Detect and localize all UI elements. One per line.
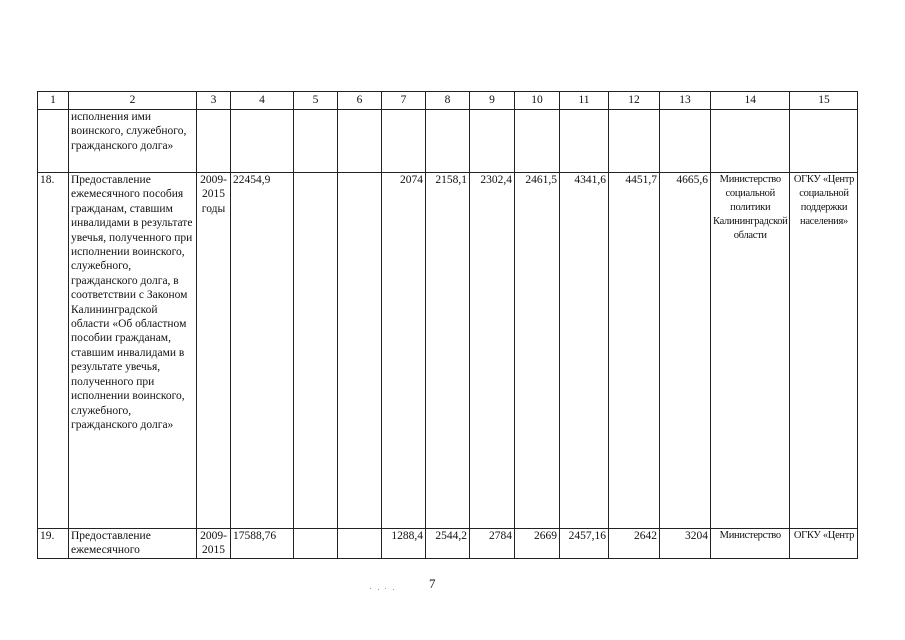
cell-c6 bbox=[338, 529, 382, 559]
cell-c5 bbox=[294, 173, 338, 529]
cell-c11 bbox=[560, 110, 609, 173]
header-cell: 10 bbox=[515, 92, 560, 110]
cell-executor: ОГКУ «Центр социальной поддержки населения» bbox=[790, 173, 858, 529]
cell-c11: 2457,16 bbox=[560, 529, 609, 559]
cell-num: 19. bbox=[38, 529, 69, 559]
header-cell: 2 bbox=[69, 92, 197, 110]
header-row bbox=[38, 92, 858, 110]
header-cell: 12 bbox=[609, 92, 660, 110]
header-cell: 11 bbox=[560, 92, 609, 110]
cell-total bbox=[231, 110, 294, 173]
cell-executor bbox=[790, 110, 858, 173]
header-cell: 6 bbox=[338, 92, 382, 110]
header-cell: 8 bbox=[426, 92, 470, 110]
cell-num bbox=[38, 110, 69, 173]
cell-executor: ОГКУ «Центр bbox=[790, 529, 858, 559]
cell-name: исполнения ими воинского, служебного, гражданского долга» bbox=[69, 110, 197, 173]
cell-responsible: Министерство социальной политики Калининградской области bbox=[711, 173, 790, 529]
page-number: 7 bbox=[429, 576, 436, 591]
cell-period bbox=[197, 110, 231, 173]
cell-c6 bbox=[338, 173, 382, 529]
cell-total: 17588,76 bbox=[231, 529, 294, 559]
cell-c7: 2074 bbox=[382, 173, 426, 529]
cell-c10: 2461,5 bbox=[515, 173, 560, 529]
header-cell: 14 bbox=[711, 92, 790, 110]
scan-specks bbox=[368, 583, 408, 593]
cell-c11: 4341,6 bbox=[560, 173, 609, 529]
cell-c10: 2669 bbox=[515, 529, 560, 559]
cell-num: 18. bbox=[38, 173, 69, 529]
header-cell: 13 bbox=[660, 92, 711, 110]
cell-c9: 2784 bbox=[470, 529, 515, 559]
cell-period: 2009-2015 годы bbox=[197, 173, 231, 529]
cell-c5 bbox=[294, 529, 338, 559]
header-cell: 15 bbox=[790, 92, 858, 110]
cell-c13 bbox=[660, 110, 711, 173]
cell-total: 22454,9 bbox=[231, 173, 294, 529]
cell-period: 2009-2015 bbox=[197, 529, 231, 559]
cell-c9: 2302,4 bbox=[470, 173, 515, 529]
cell-c6 bbox=[338, 110, 382, 173]
cell-c10 bbox=[515, 110, 560, 173]
cell-c7: 1288,4 bbox=[382, 529, 426, 559]
table-row-continuation bbox=[38, 110, 858, 173]
table-row-18 bbox=[38, 173, 858, 529]
cell-c8: 2544,2 bbox=[426, 529, 470, 559]
cell-c12: 2642 bbox=[609, 529, 660, 559]
cell-c9 bbox=[470, 110, 515, 173]
cell-c8 bbox=[426, 110, 470, 173]
table-row-19 bbox=[38, 529, 858, 559]
header-cell: 4 bbox=[231, 92, 294, 110]
cell-c13: 3204 bbox=[660, 529, 711, 559]
cell-c5 bbox=[294, 110, 338, 173]
cell-c7 bbox=[382, 110, 426, 173]
cell-c13: 4665,6 bbox=[660, 173, 711, 529]
cell-c12 bbox=[609, 110, 660, 173]
header-cell: 3 bbox=[197, 92, 231, 110]
cell-c8: 2158,1 bbox=[426, 173, 470, 529]
cell-c12: 4451,7 bbox=[609, 173, 660, 529]
cell-name: Предоставление ежемесячного bbox=[69, 529, 197, 559]
cell-responsible: Министерство bbox=[711, 529, 790, 559]
header-cell: 1 bbox=[38, 92, 69, 110]
cell-responsible bbox=[711, 110, 790, 173]
header-cell: 7 bbox=[382, 92, 426, 110]
cell-name: Предоставление ежемесячного пособия гражданам, ставшим инвалидами в результате увечья, полученного при исполнении воинского, служебного, гражданского долга, в соответствии с Законом Калининградской области «Об областном пособии гражданам, ставшим инвалидами в результате увечья, полученного при исполнении воинского, служебного, гражданского долга» bbox=[69, 173, 197, 529]
header-cell: 9 bbox=[470, 92, 515, 110]
header-cell: 5 bbox=[294, 92, 338, 110]
program-table bbox=[37, 91, 858, 559]
